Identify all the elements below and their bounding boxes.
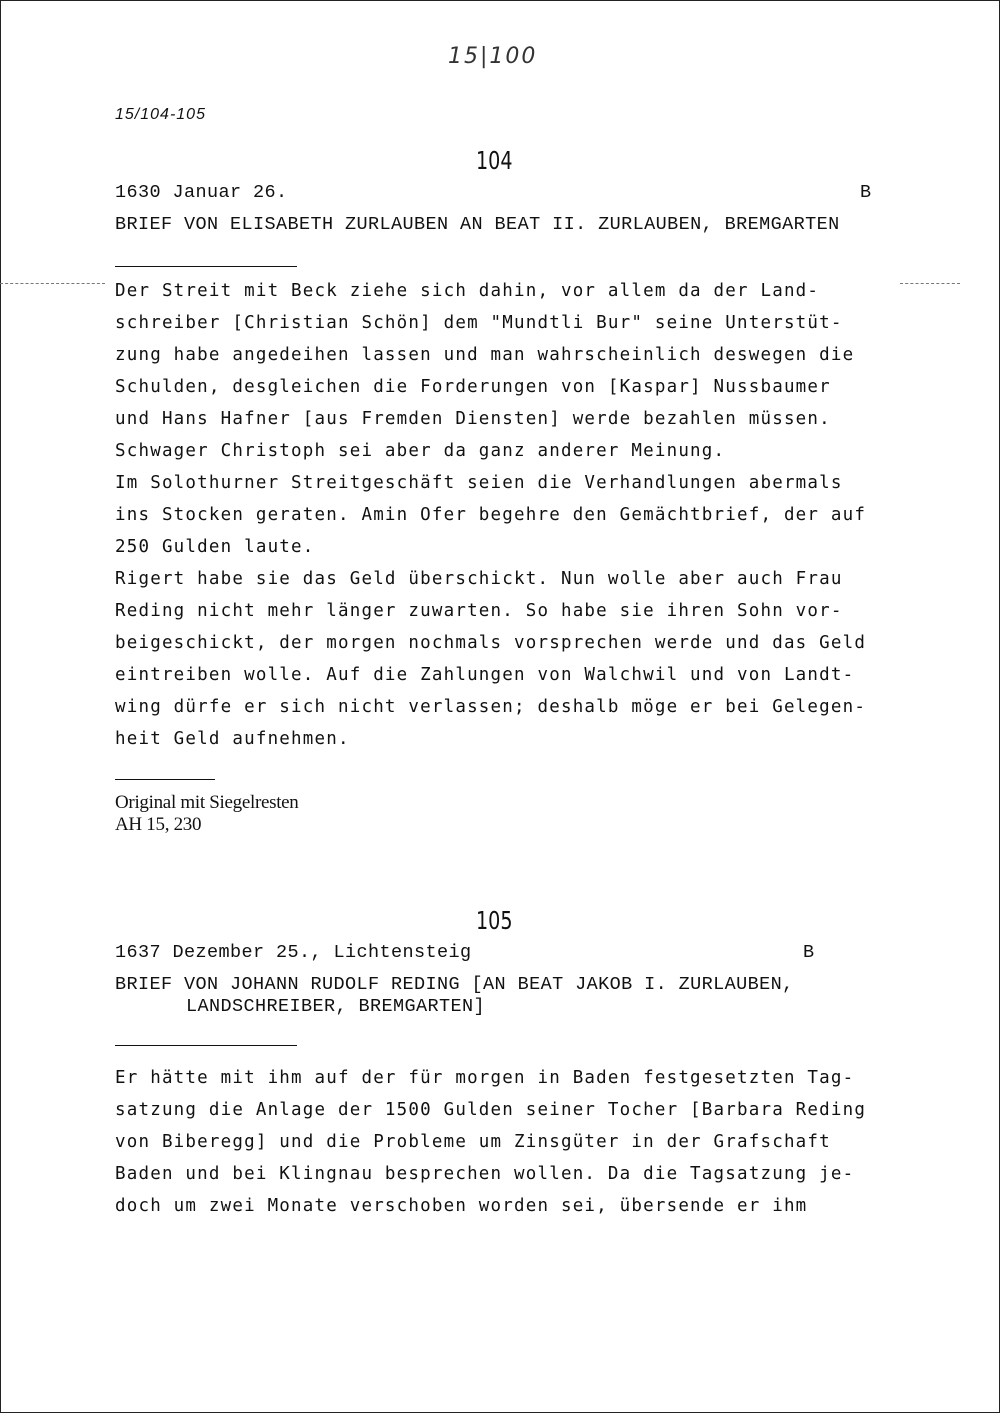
- entry-date: 1637 Dezember 25., Lichtensteig: [115, 942, 472, 963]
- entry-type-code: B: [860, 182, 872, 203]
- body-line: Rigert habe sie das Geld überschickt. Nun wolle aber auch Frau: [115, 569, 843, 589]
- body-line: Baden und bei Klingnau besprechen wollen. Da die Tagsatzung je-: [115, 1164, 855, 1184]
- body-line: Im Solothurner Streitgeschäft seien die Verhandlungen abermals: [115, 473, 843, 493]
- body-line: wing dürfe er sich nicht verlassen; deshalb möge er bei Gelegen-: [115, 697, 867, 717]
- body-line: von Biberegg] und die Probleme um Zinsgüter in der Grafschaft: [115, 1132, 831, 1152]
- entry-title-line: BRIEF VON ELISABETH ZURLAUBEN AN BEAT II. ZURLAUBEN, BREMGARTEN: [115, 214, 840, 235]
- section-rule: [115, 1045, 297, 1046]
- scan-artifact-line: [900, 283, 960, 284]
- handwritten-archive-mark: 15|100: [448, 44, 538, 69]
- body-line: Der Streit mit Beck ziehe sich dahin, vor allem da der Land-: [115, 281, 820, 301]
- body-line: schreiber [Christian Schön] dem "Mundtli Bur" seine Unterstüt-: [115, 313, 843, 333]
- body-line: eintreiben wolle. Auf die Zahlungen von Walchwil und von Landt-: [115, 665, 855, 685]
- source-note: Original mit Siegelresten: [115, 792, 299, 813]
- entry-title-line: BRIEF VON JOHANN RUDOLF REDING [AN BEAT JAKOB I. ZURLAUBEN,: [115, 974, 794, 995]
- entry-number: 105: [476, 906, 513, 935]
- body-line: und Hans Hafner [aus Fremden Diensten] werde bezahlen müssen.: [115, 409, 831, 429]
- section-rule: [115, 266, 297, 267]
- body-line: beigeschickt, der morgen nochmals vorsprechen werde und das Geld: [115, 633, 867, 653]
- body-line: doch um zwei Monate verschoben worden sei, übersende er ihm: [115, 1196, 808, 1216]
- entry-date: 1630 Januar 26.: [115, 182, 288, 203]
- scan-artifact-line: [0, 283, 105, 284]
- body-line: 250 Gulden laute.: [115, 537, 315, 557]
- body-line: zung habe angedeihen lassen und man wahrscheinlich deswegen die: [115, 345, 855, 365]
- body-line: ins Stocken geraten. Amin Ofer begehre den Gemächtbrief, der auf: [115, 505, 867, 525]
- notes-rule: [115, 779, 215, 780]
- body-line: Reding nicht mehr länger zuwarten. So habe sie ihren Sohn vor-: [115, 601, 843, 621]
- body-line: heit Geld aufnehmen.: [115, 729, 350, 749]
- body-line: Er hätte mit ihm auf der für morgen in Baden festgesetzten Tag-: [115, 1068, 855, 1088]
- entry-title-line: LANDSCHREIBER, BREMGARTEN]: [186, 996, 486, 1017]
- body-line: Schwager Christoph sei aber da ganz anderer Meinung.: [115, 441, 726, 461]
- body-line: satzung die Anlage der 1500 Gulden seiner Tocher [Barbara Reding: [115, 1100, 867, 1120]
- document-reference: 15/104-105: [115, 106, 206, 123]
- archive-signature: AH 15, 230: [115, 814, 202, 835]
- body-line: Schulden, desgleichen die Forderungen von [Kaspar] Nussbaumer: [115, 377, 831, 397]
- entry-type-code: B: [803, 942, 815, 963]
- entry-number: 104: [476, 146, 513, 175]
